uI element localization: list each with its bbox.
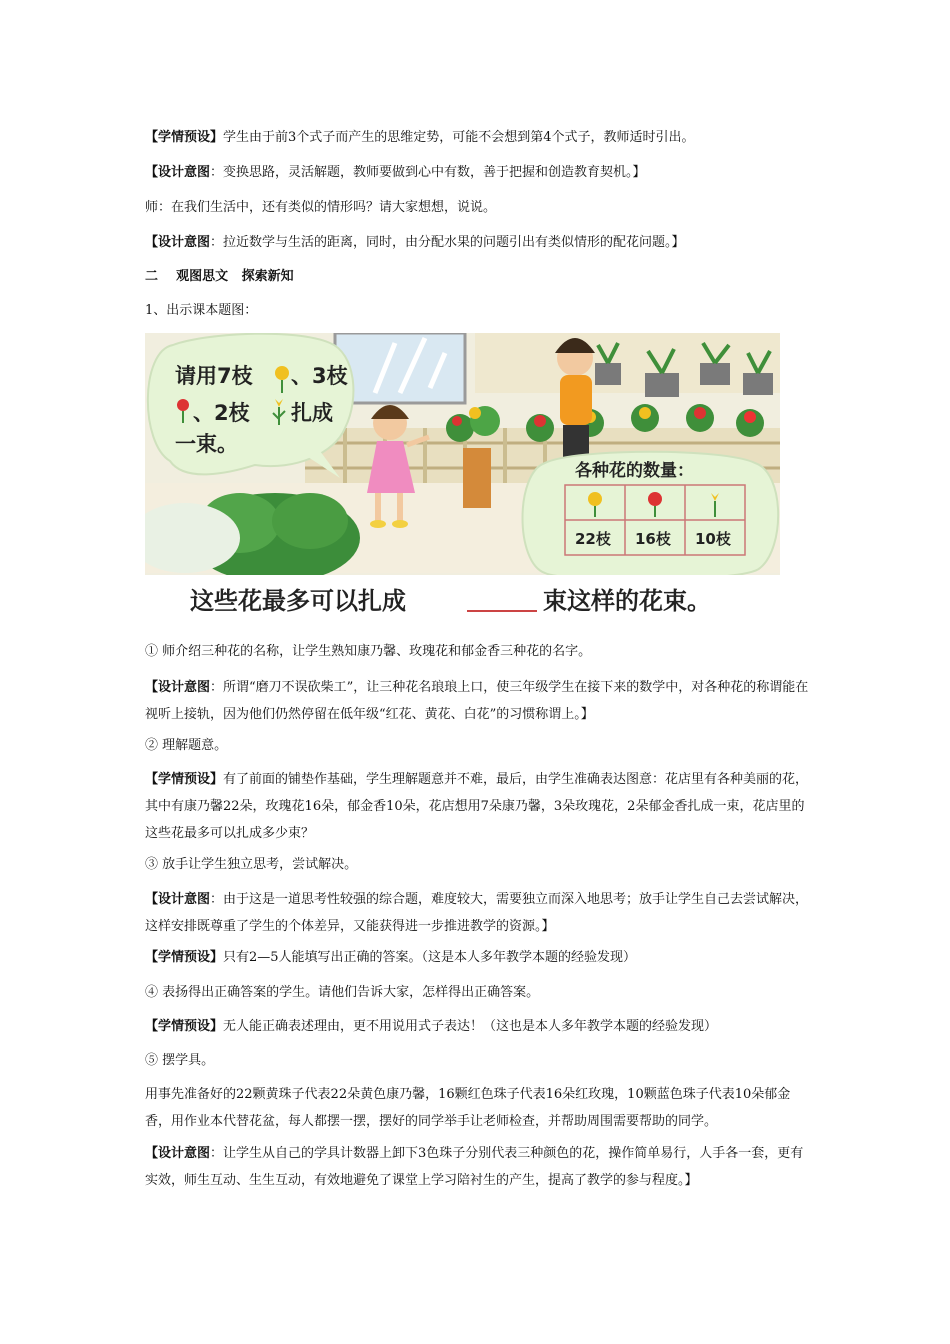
item-1: ① 师介绍三种花的名称，让学生熟知康乃馨、玫瑰花和郁金香三种花的名字。	[145, 644, 592, 659]
paragraph-manipulatives: 用事先准备好的22颗黄珠子代表22朵黄色康乃馨，16颗红色珠子代表16朵红玫瑰，10颗蓝色珠子代表10朵郁金香，用作业本代替花盆，每人都摆一摆，摆好的同学举手让老师检查，并帮助周围需要帮助的同学。	[145, 1087, 791, 1129]
paragraph-design-intent-5	[145, 1140, 810, 1194]
question-suffix: 束这样的花束。	[543, 587, 711, 615]
tag-learning-preset: 【学情预设】	[145, 1019, 224, 1034]
textbook-illustration	[145, 333, 780, 623]
paragraph-text: ：拉近数学与生活的距离，同时，由分配水果的问题引出有类似情形的配花问题。】	[210, 235, 685, 250]
tag-design-intent: 【设计意图	[145, 235, 211, 250]
paragraph-design-intent-3	[145, 674, 810, 728]
count-carnation: 22枝	[575, 530, 611, 548]
item-2: ② 理解题意。	[145, 738, 228, 753]
bubble-line-2: 、3枝	[291, 364, 348, 388]
section-heading: 二 观图思文 探索新知	[145, 269, 294, 284]
tag-design-intent: 【设计意图	[145, 1146, 211, 1161]
item-4: ④ 表扬得出正确答案的学生。请他们告诉大家，怎样得出正确答案。	[145, 985, 540, 1000]
item-5: ⑤ 摆学具。	[145, 1053, 215, 1068]
count-title: 各种花的数量：	[575, 461, 694, 481]
tag-learning-preset: 【学情预设】	[145, 950, 224, 965]
bubble-line-4: 扎成	[291, 401, 333, 425]
paragraph-design-intent-1	[145, 159, 810, 186]
paragraph-learning-preset-4	[145, 1013, 810, 1040]
tag-design-intent: 【设计意图	[145, 165, 211, 180]
tag-learning-preset: 【学情预设】	[145, 772, 224, 787]
paragraph-text: ：让学生从自己的学具计数器上卸下3色珠子分别代表三种颜色的花，操作简单易行，人手各一套，更有实效，师生互动、生生互动，有效地避免了课堂上学习陪衬生的产生，提高了教学的参与程度。】	[145, 1146, 804, 1188]
paragraph-text: ：由于这是一道思考性较强的综合题，难度较大，需要独立而深入地思考；放手让学生自己去尝试解决，这样安排既尊重了学生的个体差异，又能获得进一步推进教学的资源。】	[145, 892, 809, 934]
paragraph-learning-preset-1	[145, 124, 810, 151]
paragraph-text: 只有2—5人能填写出正确的答案。（这是本人多年教学本题的经验发现）	[223, 950, 637, 965]
paragraph-text: 有了前面的铺垫作基础，学生理解题意并不难，最后，由学生准确表达图意：花店里有各种美丽的花，其中有康乃馨22朵，玫瑰花16朵，郁金香10朵，花店想用7朵康乃馨，3朵玫瑰花，2朵郁金香扎成一束，花店里的这些花最多可以扎成多少束？	[145, 772, 809, 841]
paragraph-design-intent-4	[145, 886, 810, 940]
paragraph-teacher-question	[145, 194, 810, 221]
paragraph-learning-preset-3	[145, 944, 810, 971]
paragraph-text: ：变换思路，灵活解题，教师要做到心中有数，善于把握和创造教育契机。】	[210, 165, 646, 180]
bubble-line-5: 一束。	[175, 432, 238, 456]
paragraph-text: 师：在我们生活中，还有类似的情形吗？请大家想想，说说。	[145, 200, 497, 215]
question-prefix: 这些花最多可以扎成	[190, 587, 406, 615]
item-3: ③ 放手让学生独立思考，尝试解决。	[145, 857, 358, 872]
illustration-art	[145, 333, 780, 623]
bubble-line-1: 请用7枝	[175, 364, 253, 388]
paragraph-text: 学生由于前3个式子而产生的思维定势，可能不会想到第4个式子，教师适时引出。	[223, 130, 695, 145]
count-rose: 16枝	[635, 530, 671, 548]
bubble-line-3: 、2枝	[193, 401, 250, 425]
paragraph-text: ：所谓“磨刀不误砍柴工”，让三种花名琅琅上口，使三年级学生在接下来的数学中，对各种花的称谓能在视听上接轨，因为他们仍然停留在低年级“红花、黄花、白花”的习惯称谓上。】	[145, 680, 809, 722]
paragraph-design-intent-2	[145, 229, 810, 256]
tag-design-intent: 【设计意图	[145, 892, 211, 907]
tag-design-intent: 【设计意图	[145, 680, 211, 695]
count-tulip: 10枝	[695, 530, 731, 548]
paragraph-learning-preset-2	[145, 766, 810, 847]
paragraph-text: 无人能正确表述理由，更不用说用式子表达！（这也是本人多年教学本题的经验发现）	[223, 1019, 718, 1034]
step-1-label: 1、出示课本题图：	[145, 303, 258, 318]
tag-learning-preset: 【学情预设】	[145, 130, 224, 145]
